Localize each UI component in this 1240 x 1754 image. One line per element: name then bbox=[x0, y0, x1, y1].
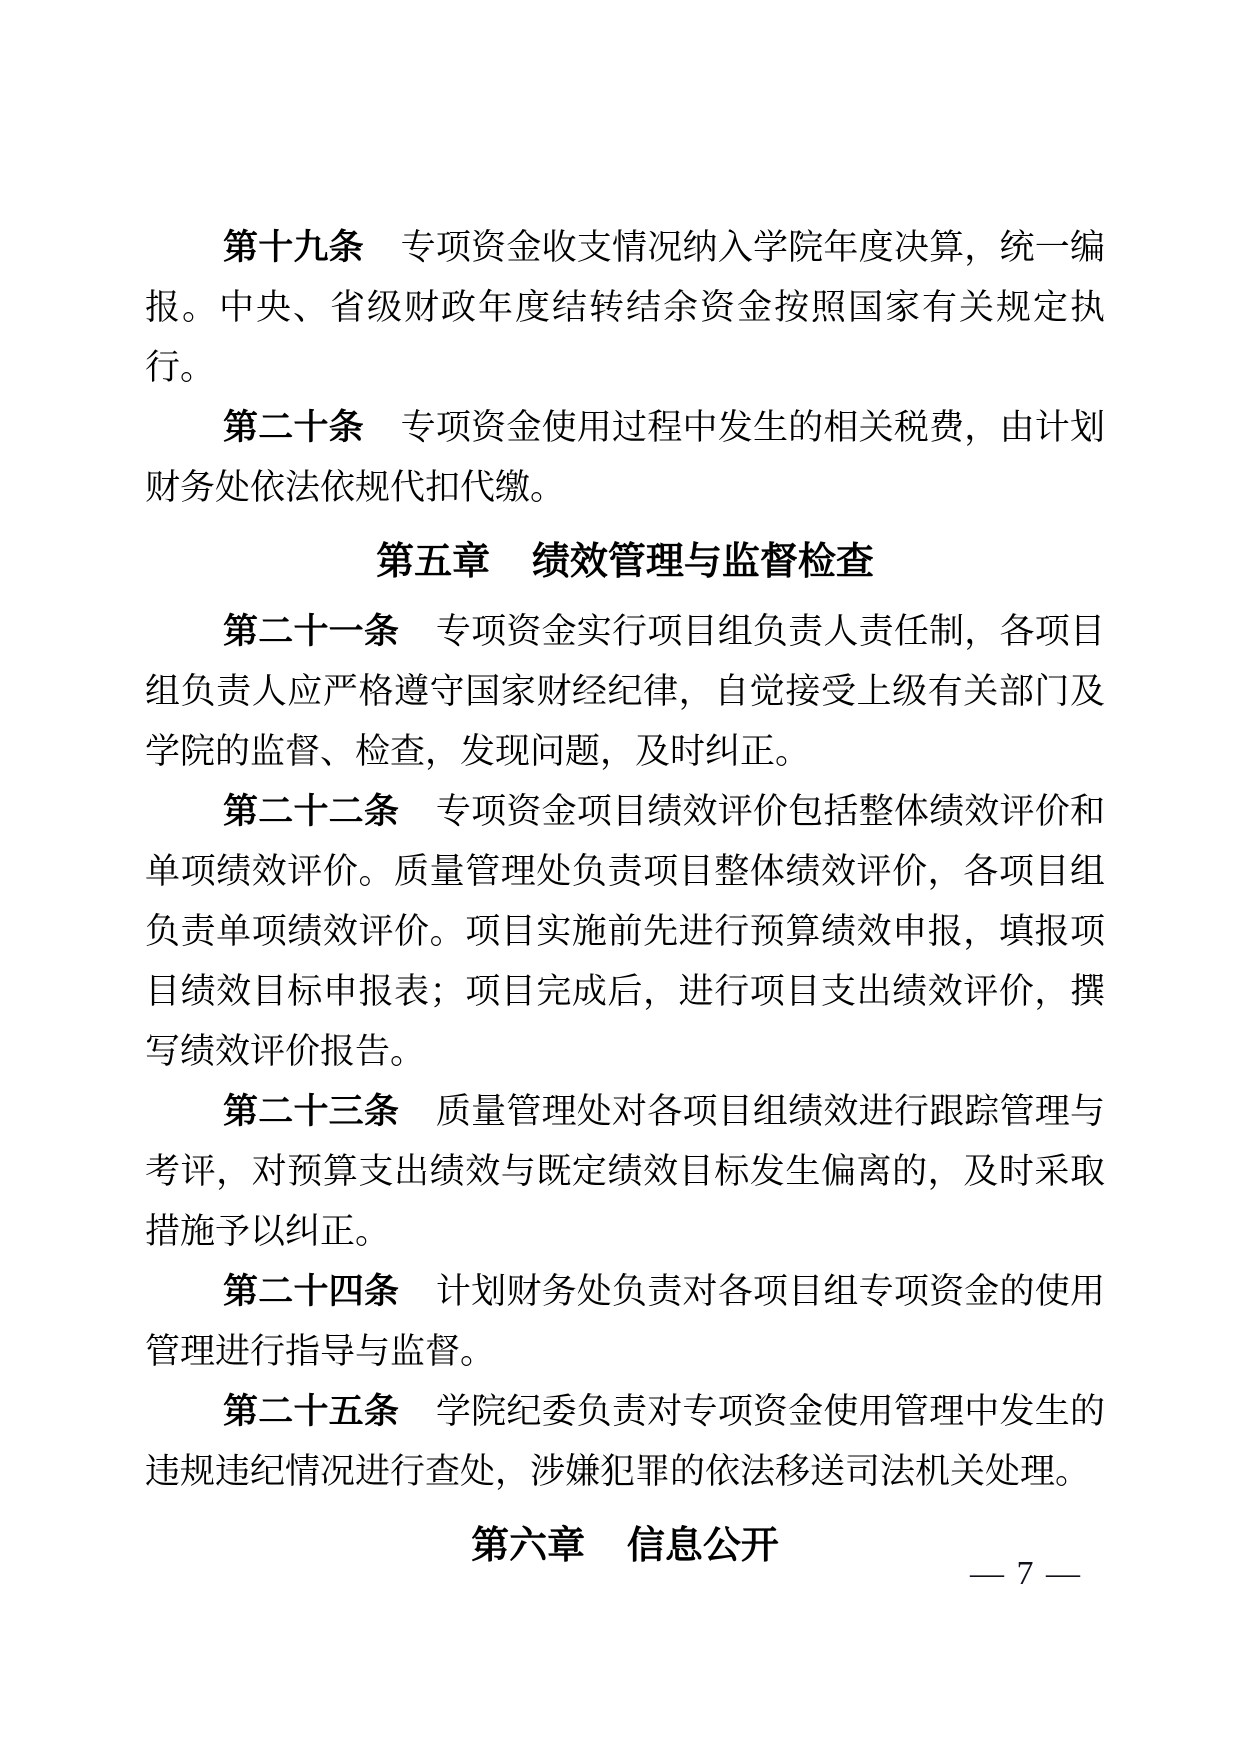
chapter-number-6: 第六章 bbox=[471, 1525, 586, 1567]
article-text-21: 专项资金实行项目组负责人责任制，各项目组负责人应严格遵守国家财经纪律，自觉接受上级有关部门及学院的监督、检查，发现问题，及时纠正。 bbox=[145, 612, 1105, 771]
chapter-title-5: 绩效管理与监督检查 bbox=[531, 541, 874, 583]
document-body bbox=[145, 218, 1105, 1586]
article-text-22: 专项资金项目绩效评价包括整体绩效评价和单项绩效评价。质量管理处负责项目整体绩效评价，各项目组负责单项绩效评价。项目实施前先进行预算绩效申报，填报项目绩效目标申报表；项目完成后，进行项目支出绩效评价，撰写绩效评价报告。 bbox=[145, 792, 1105, 1071]
chapter-heading-5 bbox=[145, 532, 1105, 592]
article-paragraph-23 bbox=[145, 1082, 1105, 1262]
chapter-heading-6 bbox=[145, 1516, 1105, 1576]
article-paragraph-19 bbox=[145, 218, 1105, 398]
article-text-23: 质量管理处对各项目组绩效进行跟踪管理与考评，对预算支出绩效与既定绩效目标发生偏离的，及时采取措施予以纠正。 bbox=[145, 1092, 1105, 1251]
article-paragraph-21 bbox=[145, 602, 1105, 782]
article-paragraph-20 bbox=[145, 398, 1105, 518]
article-text-25: 学院纪委负责对专项资金使用管理中发生的违规违纪情况进行查处，涉嫌犯罪的依法移送司法机关处理。 bbox=[145, 1392, 1105, 1491]
article-paragraph-24 bbox=[145, 1262, 1105, 1382]
chapter-title-6: 信息公开 bbox=[626, 1525, 779, 1567]
article-number-19: 第十九条 bbox=[223, 228, 364, 267]
page-number: — 7 — bbox=[970, 1555, 1082, 1592]
article-text-24: 计划财务处负责对各项目组专项资金的使用管理进行指导与监督。 bbox=[145, 1272, 1105, 1371]
article-number-22: 第二十二条 bbox=[223, 792, 400, 831]
chapter-number-5: 第五章 bbox=[376, 541, 491, 583]
article-number-25: 第二十五条 bbox=[223, 1392, 400, 1431]
article-number-21: 第二十一条 bbox=[223, 612, 400, 651]
article-text-19: 专项资金收支情况纳入学院年度决算，统一编报。中央、省级财政年度结转结余资金按照国家有关规定执行。 bbox=[145, 228, 1105, 387]
article-paragraph-25 bbox=[145, 1382, 1105, 1502]
article-number-24: 第二十四条 bbox=[223, 1272, 400, 1311]
article-number-20: 第二十条 bbox=[223, 408, 364, 447]
article-text-20: 专项资金使用过程中发生的相关税费，由计划财务处依法依规代扣代缴。 bbox=[145, 408, 1105, 507]
article-number-23: 第二十三条 bbox=[223, 1092, 400, 1131]
article-paragraph-22 bbox=[145, 782, 1105, 1082]
